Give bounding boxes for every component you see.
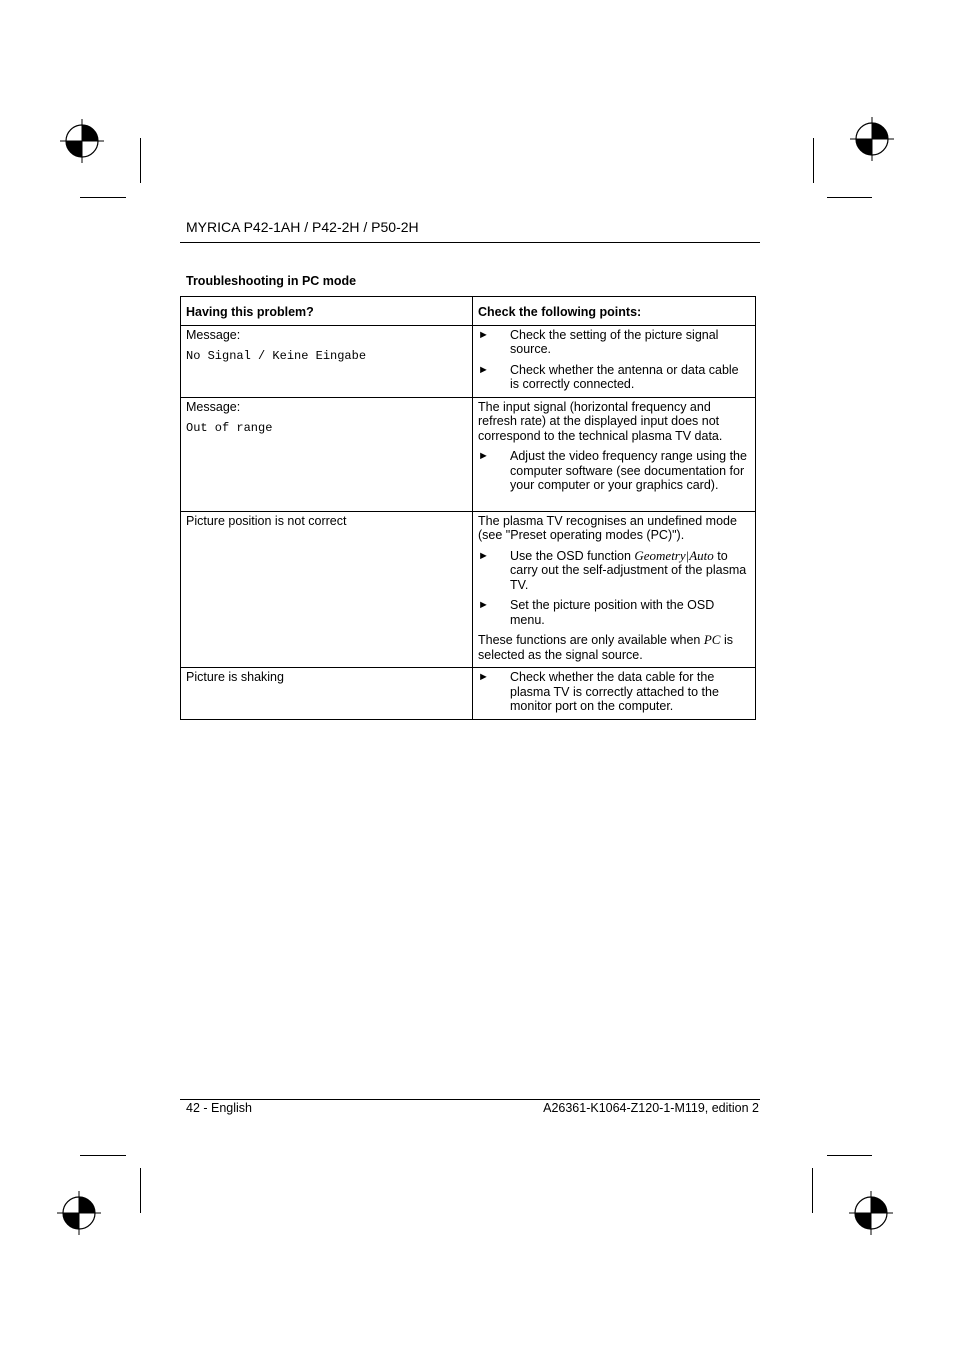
page-header-title: MYRICA P42-1AH / P42-2H / P50-2H [186, 219, 419, 235]
table-row [181, 668, 756, 720]
bullet-text: Use the OSD function Geometry|Auto to carry out the self-adjustment of the plasma TV. [510, 547, 747, 592]
crop-line [140, 1168, 141, 1213]
list-item [478, 328, 750, 357]
registration-mark-icon [849, 1191, 893, 1235]
bullet-text: Set the picture position with the OSD menu. [510, 598, 715, 627]
crop-line [80, 1155, 126, 1156]
check-cell [473, 397, 756, 511]
list-item [478, 549, 750, 593]
crop-line [827, 197, 872, 198]
osd-function-name: Geometry|Auto [634, 547, 714, 563]
problem-text: Message: [186, 327, 241, 342]
section-title: Troubleshooting in PC mode [186, 274, 357, 288]
note-text: These functions are only available when PC is selected as the signal source. [478, 632, 733, 662]
explanation-text: The plasma TV recognises an undefined mode (see "Preset operating modes (PC)"). [478, 513, 737, 542]
bullet-arrow-icon: ► [478, 450, 489, 462]
check-cell [473, 325, 756, 397]
problem-cell [181, 511, 473, 668]
column-header-check: Check the following points: [473, 297, 756, 326]
registration-mark-icon [60, 119, 104, 163]
problem-cell [181, 325, 473, 397]
problem-text: Picture is shaking [186, 670, 284, 684]
list-item [478, 449, 750, 493]
list-item [478, 363, 750, 392]
table-header-row [181, 297, 756, 326]
registration-mark-icon [57, 1191, 101, 1235]
message-code: Out of range [186, 421, 273, 435]
bullet-arrow-icon: ► [478, 363, 489, 376]
bullet-text: Check whether the data cable for the plasma TV is correctly attached to the monitor port on the computer. [510, 670, 719, 713]
list-item [478, 670, 750, 714]
footer-rule [180, 1099, 760, 1100]
crop-line [813, 138, 814, 183]
signal-source-name: PC [703, 632, 721, 647]
crop-line [80, 197, 126, 198]
crop-line [140, 138, 141, 183]
registration-mark-icon [850, 117, 894, 161]
bullet-text: Check the setting of the picture signal source. [510, 327, 719, 356]
check-cell [473, 511, 756, 668]
message-code: No Signal / Keine Eingabe [186, 349, 367, 363]
header-rule [180, 242, 760, 243]
table-row [181, 511, 756, 668]
bullet-arrow-icon: ► [478, 599, 489, 611]
list-item [478, 598, 750, 627]
bullet-text: Check whether the antenna or data cable is correctly connected. [510, 362, 739, 391]
explanation-text: The input signal (horizontal frequency and refresh rate) at the displayed input does not correspond to the technical plasma TV data. [478, 399, 723, 443]
troubleshooting-table [180, 296, 756, 720]
crop-line [812, 1168, 813, 1213]
problem-cell [181, 668, 473, 720]
problem-text: Message: [186, 399, 241, 414]
problem-text: Picture position is not correct [186, 513, 347, 528]
page-number: 42 - English [186, 1101, 253, 1115]
crop-line [827, 1155, 872, 1156]
problem-cell [181, 397, 473, 511]
bullet-text: Adjust the video frequency range using the computer software (see documentation for your computer or your graphics card). [510, 449, 747, 492]
table-row [181, 325, 756, 397]
column-header-problem: Having this problem? [181, 297, 473, 326]
check-cell [473, 668, 756, 720]
bullet-arrow-icon: ► [478, 328, 489, 341]
document-id: A26361-K1064-Z120-1-M119, edition 2 [543, 1101, 759, 1115]
bullet-arrow-icon: ► [478, 671, 489, 683]
bullet-arrow-icon: ► [478, 549, 489, 562]
table-row [181, 397, 756, 511]
